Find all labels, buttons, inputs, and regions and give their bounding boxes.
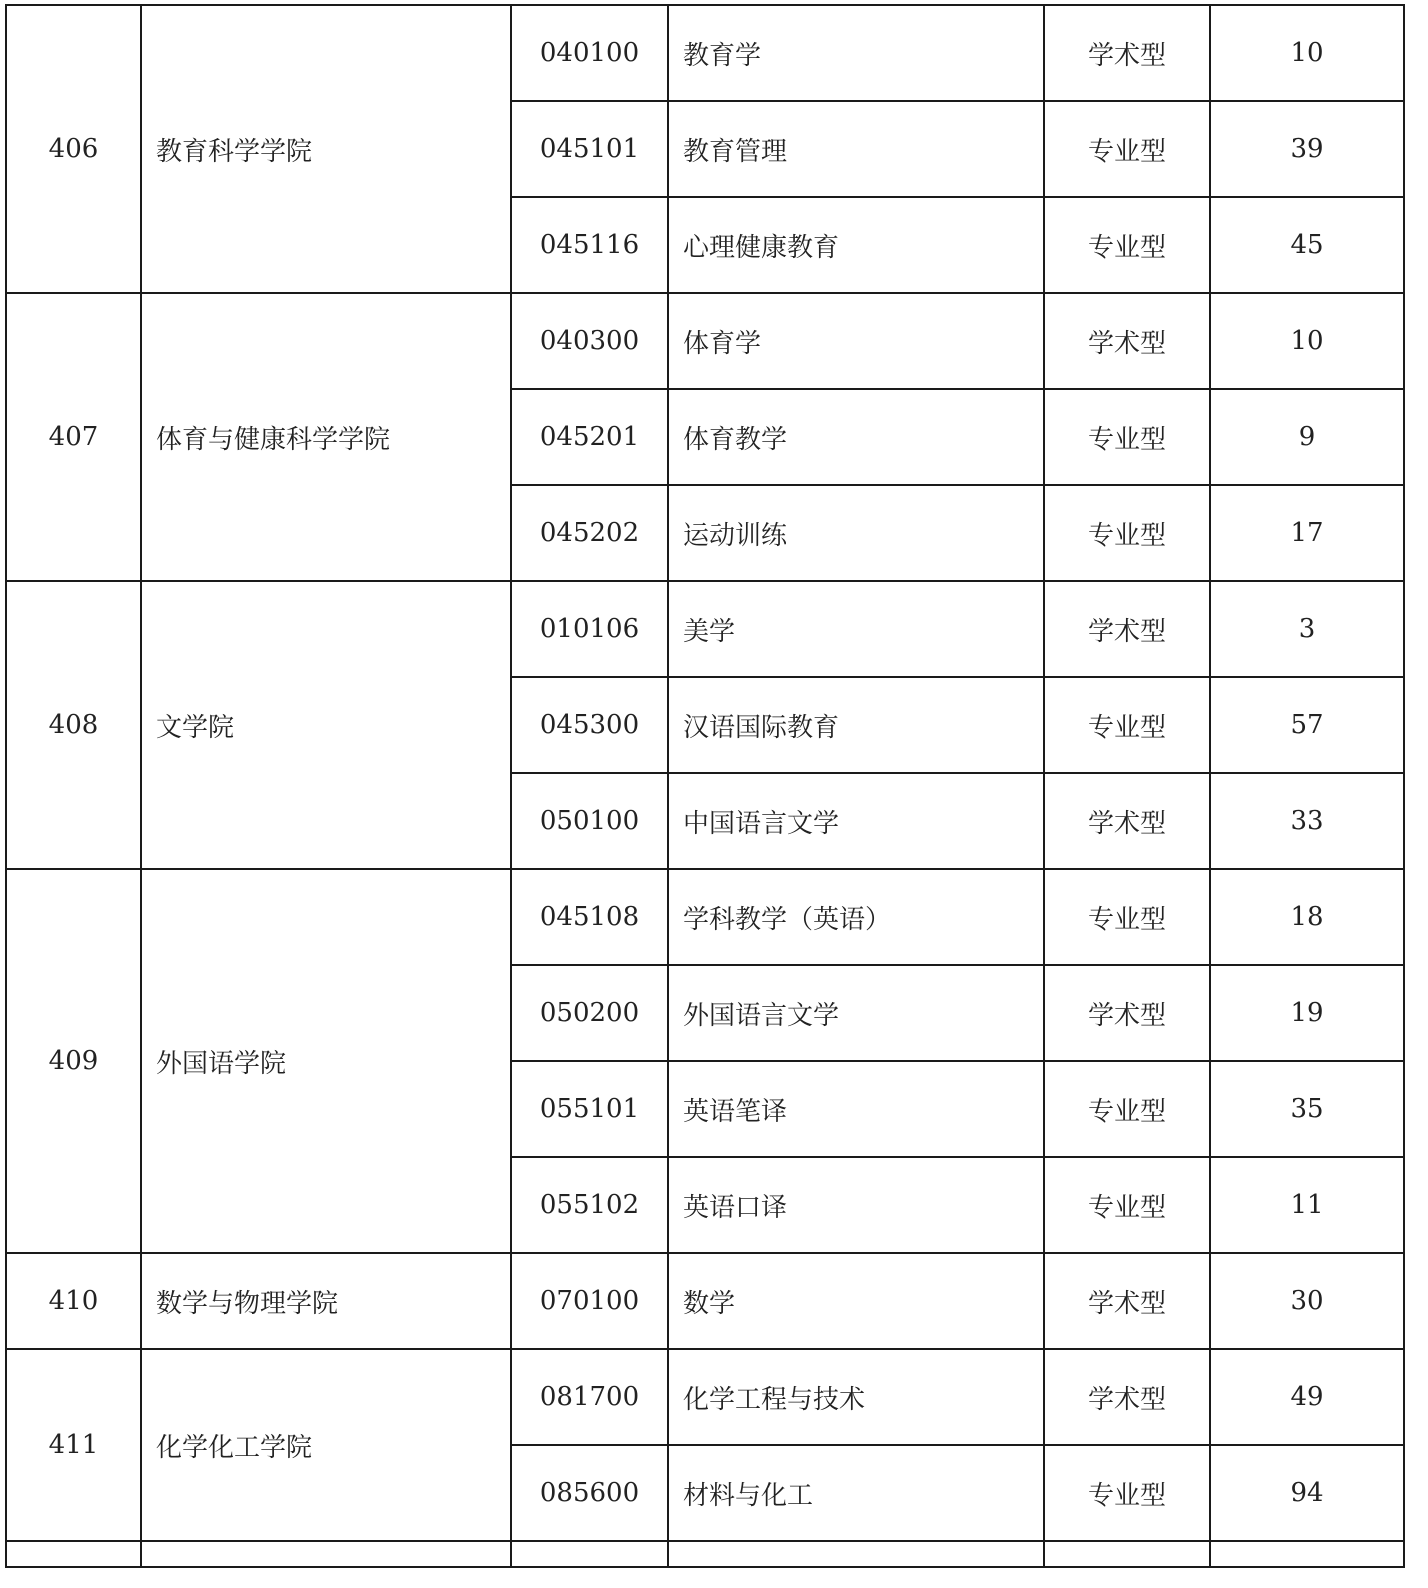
degree-type: 学术型 xyxy=(1044,1253,1210,1349)
degree-type: 学术型 xyxy=(1044,965,1210,1061)
enrollment-count: 10 xyxy=(1210,5,1404,101)
major-code: 081700 xyxy=(511,1349,668,1445)
college-name: 数学与物理学院 xyxy=(141,1253,511,1349)
major-code: 055101 xyxy=(511,1061,668,1157)
enrollment-count: 18 xyxy=(1210,869,1404,965)
major-name: 体育学 xyxy=(668,293,1044,389)
enrollment-count: 35 xyxy=(1210,1061,1404,1157)
major-name: 运动训练 xyxy=(668,485,1044,581)
enrollment-count: 3 xyxy=(1210,581,1404,677)
major-code: 040100 xyxy=(511,5,668,101)
enrollment-count: 45 xyxy=(1210,197,1404,293)
college-code: 406 xyxy=(6,5,141,293)
degree-type: 专业型 xyxy=(1044,677,1210,773)
major-name: 美学 xyxy=(668,581,1044,677)
enrollment-count: 57 xyxy=(1210,677,1404,773)
degree-type: 学术型 xyxy=(1044,1349,1210,1445)
major-name: 材料与化工 xyxy=(668,1445,1044,1541)
degree-type-partial xyxy=(1044,1541,1210,1567)
major-name: 教育管理 xyxy=(668,101,1044,197)
major-code: 045300 xyxy=(511,677,668,773)
enrollment-count: 94 xyxy=(1210,1445,1404,1541)
enrollment-count: 17 xyxy=(1210,485,1404,581)
enrollment-table xyxy=(5,4,1405,1568)
major-name-partial xyxy=(668,1541,1044,1567)
table-row xyxy=(6,581,1404,677)
college-code: 408 xyxy=(6,581,141,869)
enrollment-count: 9 xyxy=(1210,389,1404,485)
major-name: 数学 xyxy=(668,1253,1044,1349)
college-code-partial xyxy=(6,1541,141,1567)
major-name: 英语笔译 xyxy=(668,1061,1044,1157)
college-code: 411 xyxy=(6,1349,141,1541)
college-name-partial xyxy=(141,1541,511,1567)
major-code: 045108 xyxy=(511,869,668,965)
major-name: 汉语国际教育 xyxy=(668,677,1044,773)
degree-type: 专业型 xyxy=(1044,1157,1210,1253)
major-code: 010106 xyxy=(511,581,668,677)
major-name: 化学工程与技术 xyxy=(668,1349,1044,1445)
college-name: 教育科学学院 xyxy=(141,5,511,293)
major-name: 心理健康教育 xyxy=(668,197,1044,293)
enrollment-count: 30 xyxy=(1210,1253,1404,1349)
degree-type: 专业型 xyxy=(1044,101,1210,197)
major-code: 045101 xyxy=(511,101,668,197)
major-code: 085600 xyxy=(511,1445,668,1541)
table-row-partial xyxy=(6,1541,1404,1567)
table-row xyxy=(6,1253,1404,1349)
major-code: 040300 xyxy=(511,293,668,389)
college-name: 化学化工学院 xyxy=(141,1349,511,1541)
college-code: 409 xyxy=(6,869,141,1253)
major-code: 050200 xyxy=(511,965,668,1061)
major-code: 055102 xyxy=(511,1157,668,1253)
college-name: 体育与健康科学学院 xyxy=(141,293,511,581)
major-name: 外国语言文学 xyxy=(668,965,1044,1061)
degree-type: 学术型 xyxy=(1044,581,1210,677)
enrollment-count: 11 xyxy=(1210,1157,1404,1253)
degree-type: 专业型 xyxy=(1044,485,1210,581)
major-code: 045202 xyxy=(511,485,668,581)
table-row xyxy=(6,293,1404,389)
degree-type: 专业型 xyxy=(1044,869,1210,965)
college-name: 文学院 xyxy=(141,581,511,869)
major-code-partial xyxy=(511,1541,668,1567)
table-row xyxy=(6,1349,1404,1445)
enrollment-count: 10 xyxy=(1210,293,1404,389)
major-name: 教育学 xyxy=(668,5,1044,101)
table-row xyxy=(6,5,1404,101)
degree-type: 专业型 xyxy=(1044,197,1210,293)
major-name: 学科教学（英语） xyxy=(668,869,1044,965)
major-name: 中国语言文学 xyxy=(668,773,1044,869)
table-row xyxy=(6,869,1404,965)
enrollment-table-body xyxy=(6,5,1404,1567)
degree-type: 学术型 xyxy=(1044,773,1210,869)
degree-type: 学术型 xyxy=(1044,293,1210,389)
enrollment-count: 49 xyxy=(1210,1349,1404,1445)
enrollment-count: 19 xyxy=(1210,965,1404,1061)
major-code: 045116 xyxy=(511,197,668,293)
college-code: 410 xyxy=(6,1253,141,1349)
enrollment-count-partial xyxy=(1210,1541,1404,1567)
degree-type: 学术型 xyxy=(1044,5,1210,101)
major-code: 045201 xyxy=(511,389,668,485)
degree-type: 专业型 xyxy=(1044,1061,1210,1157)
major-name: 英语口译 xyxy=(668,1157,1044,1253)
college-code: 407 xyxy=(6,293,141,581)
degree-type: 专业型 xyxy=(1044,389,1210,485)
major-code: 070100 xyxy=(511,1253,668,1349)
major-name: 体育教学 xyxy=(668,389,1044,485)
college-name: 外国语学院 xyxy=(141,869,511,1253)
enrollment-count: 39 xyxy=(1210,101,1404,197)
enrollment-count: 33 xyxy=(1210,773,1404,869)
major-code: 050100 xyxy=(511,773,668,869)
degree-type: 专业型 xyxy=(1044,1445,1210,1541)
